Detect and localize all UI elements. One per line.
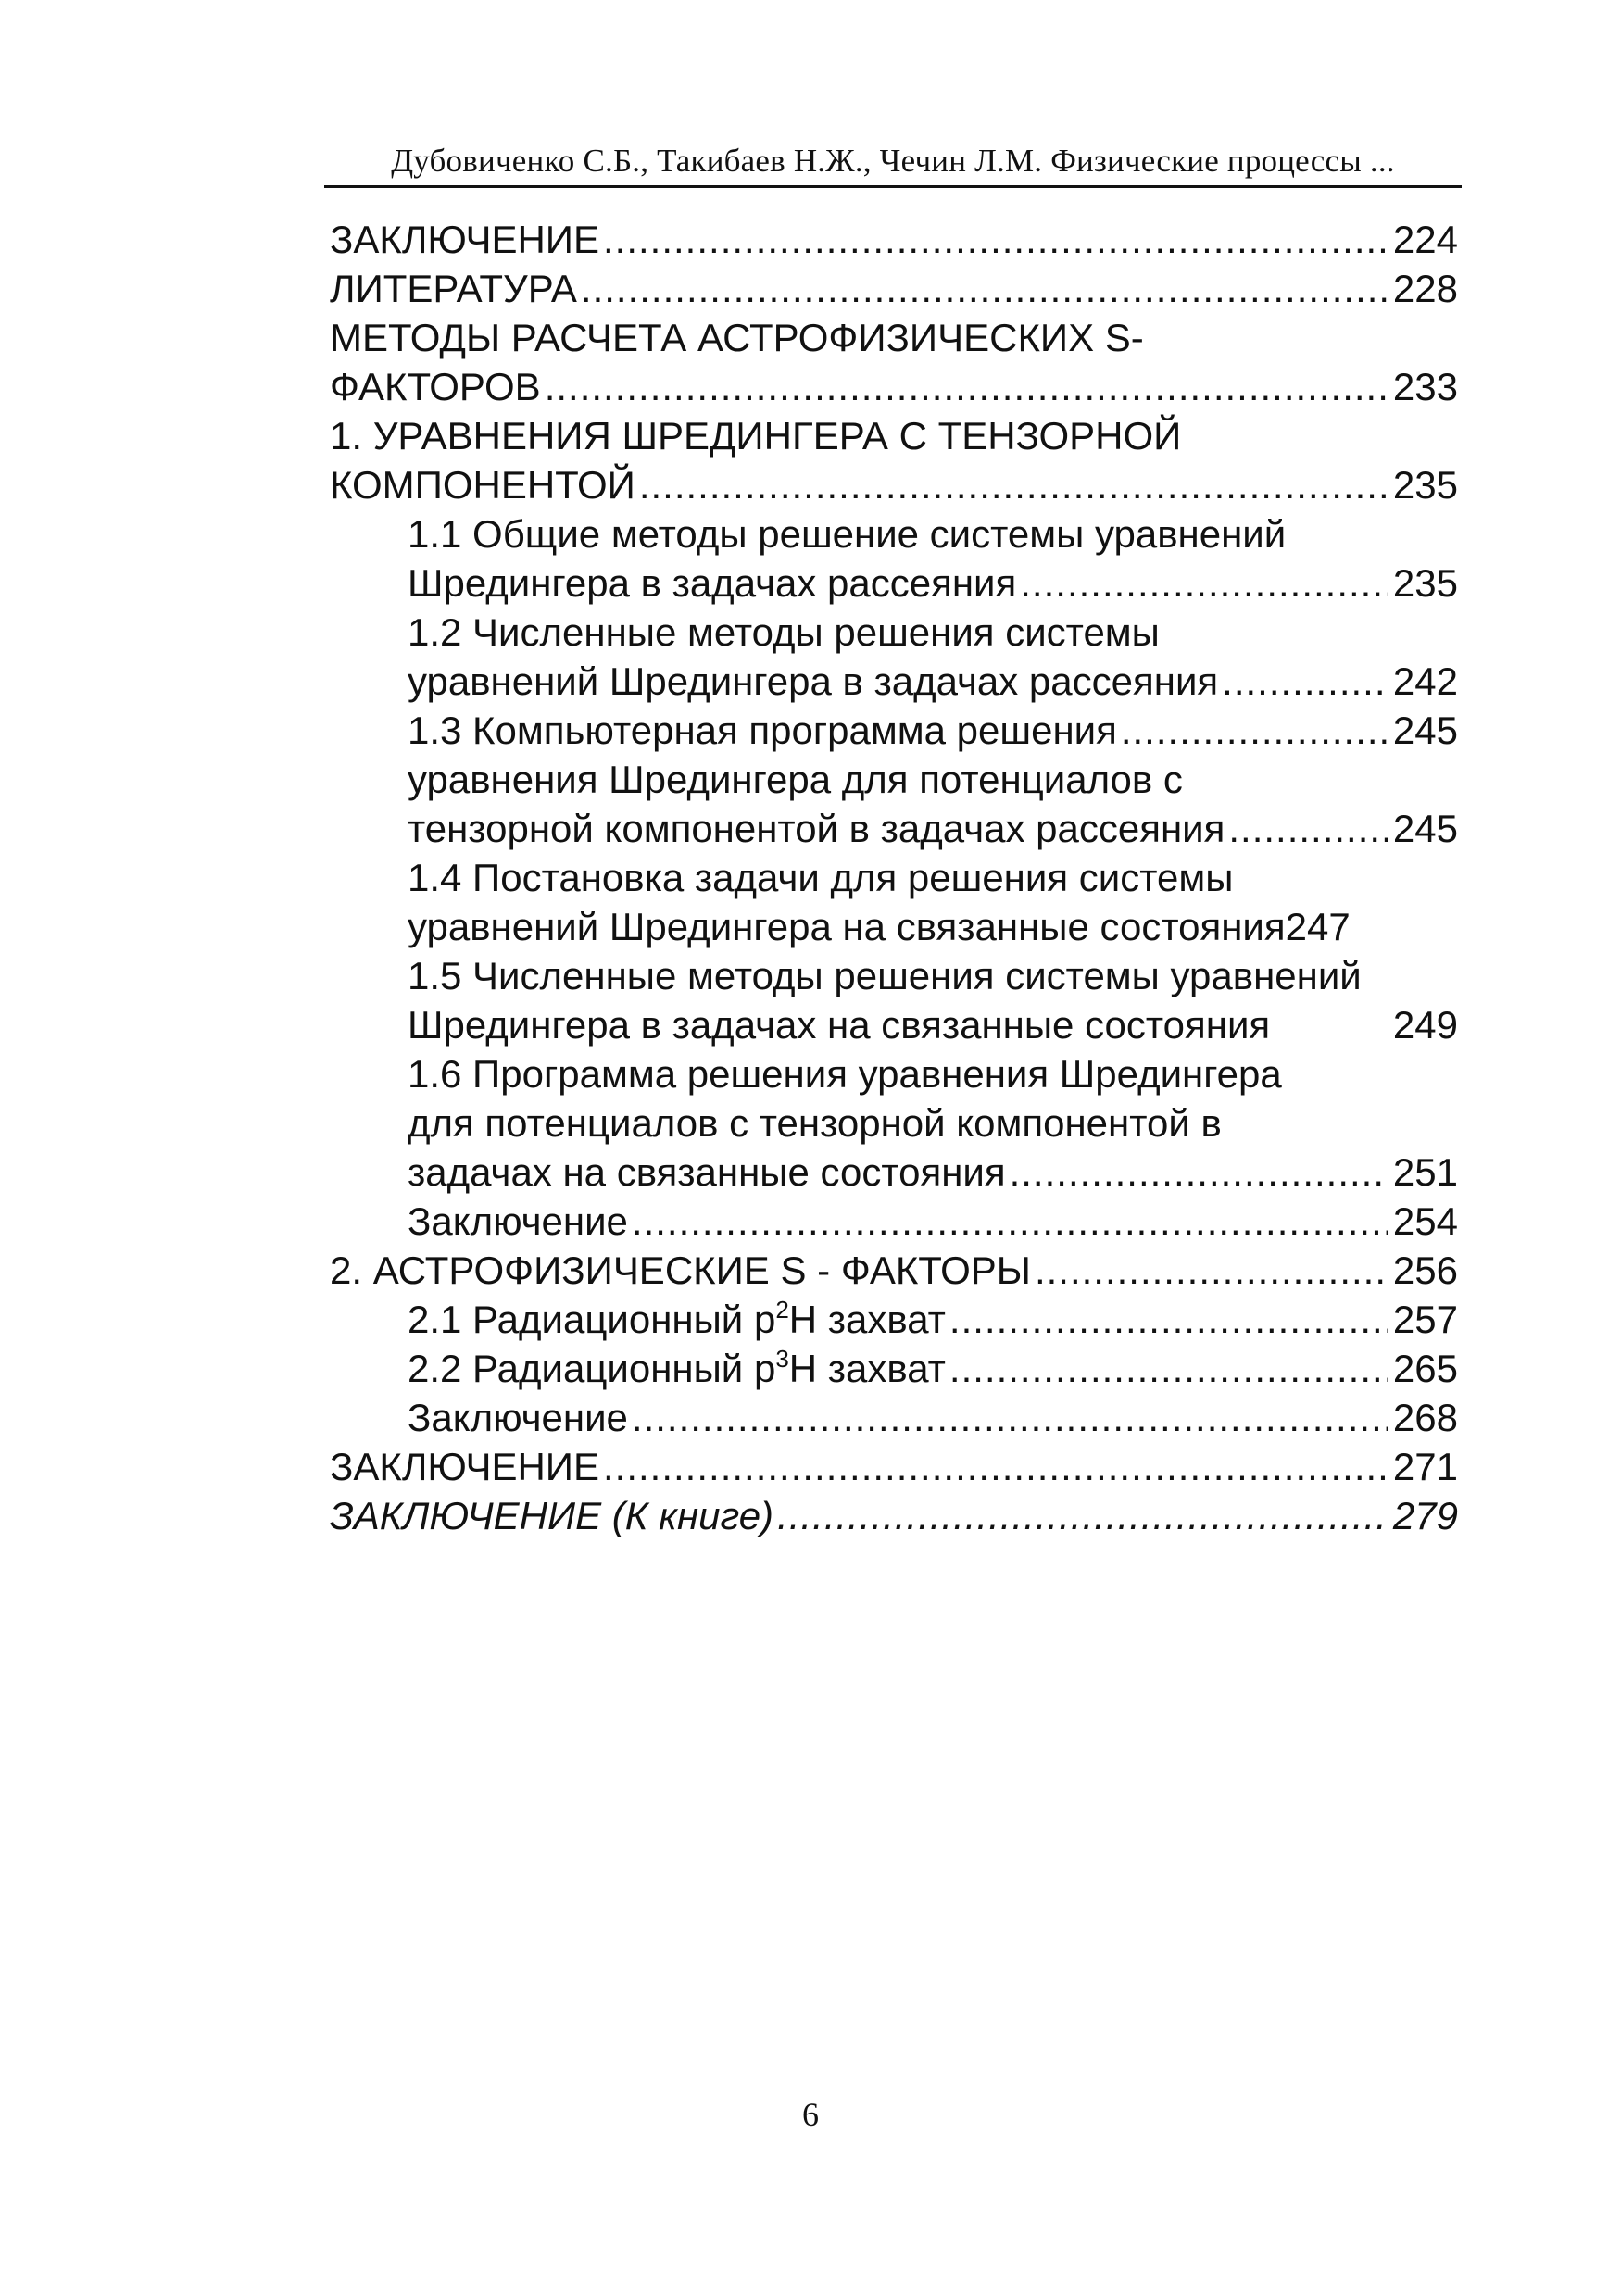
toc-entry-title: ЗАКЛЮЧЕНИЕ — [330, 1445, 599, 1488]
toc-page-number: 251 — [1392, 1150, 1458, 1194]
title-part: 2.1 Радиационный р — [408, 1298, 776, 1341]
toc-entry-title: 1.1 Общие методы решение системы уравнений — [408, 512, 1287, 556]
toc-entry-1-2-line1[interactable] — [330, 608, 1458, 657]
toc-entry-title — [408, 1344, 946, 1393]
toc-entry-1-6-line1[interactable] — [330, 1049, 1458, 1098]
toc-page-number: 224 — [1392, 218, 1458, 261]
toc-page-number: 254 — [1392, 1199, 1458, 1243]
toc-entry-literature[interactable] — [330, 264, 1458, 313]
superscript: 3 — [775, 1345, 789, 1373]
toc-entry-title: 1.3 Компьютерная программа решения — [408, 709, 1117, 752]
toc-page-number: 245 — [1392, 709, 1458, 752]
toc-entry-chapter1-line2[interactable] — [330, 460, 1458, 509]
title-part: 2.2 Радиационный р — [408, 1347, 776, 1390]
dot-leader — [1035, 1246, 1388, 1295]
dot-leader — [603, 215, 1388, 264]
toc-entry-title: уравнения Шредингера для потенциалов с — [408, 758, 1183, 801]
dot-leader — [1228, 804, 1388, 853]
toc-entry-1-5-line1[interactable] — [330, 951, 1458, 1000]
toc-page-number: 228 — [1392, 267, 1458, 310]
toc-entry-title: 2. АСТРОФИЗИЧЕСКИЕ S - ФАКТОРЫ — [330, 1248, 1031, 1292]
toc-entry-1-1-line1[interactable] — [330, 509, 1458, 558]
toc-entry-1-4-line2[interactable] — [330, 902, 1458, 951]
toc-page-number: 235 — [1392, 463, 1458, 507]
toc-page-number: 265 — [1392, 1347, 1458, 1390]
toc-entry-ch1-conclusion[interactable] — [330, 1197, 1458, 1246]
toc-entry-title: ЛИТЕРАТУРА — [330, 267, 577, 310]
dot-leader — [603, 1442, 1388, 1491]
toc-entry-1-4-line1[interactable] — [330, 853, 1458, 902]
toc-page-number: 279 — [1392, 1494, 1458, 1537]
toc-page-number: 249 — [1392, 1003, 1458, 1047]
toc-entry-title: 1.2 Численные методы решения системы — [408, 610, 1160, 654]
toc-entry-title: задачах на связанные состояния — [408, 1150, 1006, 1194]
toc-page-number: 271 — [1392, 1445, 1458, 1488]
toc-entry-title: Заключение — [408, 1199, 628, 1243]
toc-entry-methods-line1[interactable] — [330, 313, 1458, 362]
toc-entry-title — [408, 1295, 946, 1344]
toc-entry-1-6-line2[interactable] — [330, 1098, 1458, 1148]
toc-entry-title: Заключение — [408, 1396, 628, 1439]
toc-entry-title: ЗАКЛЮЧЕНИЕ (К книге) — [330, 1494, 774, 1537]
toc-entry-book-conclusion[interactable] — [330, 1491, 1458, 1540]
page-number: 6 — [802, 2096, 819, 2133]
toc-entry-title: ЗАКЛЮЧЕНИЕ — [330, 218, 599, 261]
superscript: 2 — [775, 1296, 789, 1324]
toc-entry-1-6-line3[interactable] — [330, 1148, 1458, 1197]
toc-entry-title: 1.4 Постановка задачи для решения системы — [408, 856, 1234, 899]
dot-leader — [632, 1393, 1388, 1442]
toc-page-number: 257 — [1392, 1298, 1458, 1341]
title-part: Н захват — [788, 1298, 946, 1341]
dot-leader — [949, 1295, 1388, 1344]
toc-entry-title: 1. УРАВНЕНИЯ ШРЕДИНГЕРА С ТЕНЗОРНОЙ — [330, 414, 1182, 458]
toc-entry-title: уравнений Шредингера в задачах рассеяния — [408, 659, 1219, 703]
toc-entry-title: для потенциалов с тензорной компонентой в — [408, 1101, 1222, 1145]
toc-entry-title: 1.6 Программа решения уравнения Шредингера — [408, 1052, 1282, 1096]
table-of-contents — [330, 215, 1458, 1540]
toc-entry-chapter2[interactable] — [330, 1246, 1458, 1295]
toc-page-number: 235 — [1392, 561, 1458, 605]
toc-entry-chapter1-line1[interactable] — [330, 411, 1458, 460]
dot-leader — [639, 460, 1388, 509]
toc-entry-1-2-line2[interactable] — [330, 657, 1458, 706]
toc-page-number: 242 — [1392, 659, 1458, 703]
toc-page-number: 268 — [1392, 1396, 1458, 1439]
toc-entry-title: Шредингера в задачах на связанные состояния — [408, 1003, 1271, 1047]
toc-entry-1-3-line3[interactable] — [330, 804, 1458, 853]
dot-leader — [1020, 558, 1388, 608]
dot-leader — [1010, 1148, 1388, 1197]
toc-entry-title: Шредингера в задачах рассеяния — [408, 561, 1017, 605]
toc-entry-title: 1.5 Численные методы решения системы уравнений — [408, 954, 1362, 997]
toc-entry-title: ФАКТОРОВ — [330, 365, 541, 408]
toc-entry-conclusion[interactable] — [330, 215, 1458, 264]
dot-leader — [1121, 706, 1388, 755]
dot-leader — [949, 1344, 1388, 1393]
toc-page-number: 247 — [1285, 905, 1351, 948]
dot-leader — [1222, 657, 1388, 706]
running-header: Дубовиченко С.Б., Такибаев Н.Ж., Чечин Л.М. Физические процессы ... — [391, 143, 1395, 179]
toc-page-number: 233 — [1392, 365, 1458, 408]
toc-entry-1-3-line1[interactable] — [330, 706, 1458, 755]
toc-entry-final-conclusion[interactable] — [330, 1442, 1458, 1491]
dot-leader — [581, 264, 1388, 313]
dot-leader — [545, 362, 1388, 411]
dot-leader — [632, 1197, 1388, 1246]
toc-entry-methods-line2[interactable] — [330, 362, 1458, 411]
dot-leader — [777, 1491, 1388, 1540]
toc-entry-1-1-line2[interactable] — [330, 558, 1458, 608]
toc-entry-title: МЕТОДЫ РАСЧЕТА АСТРОФИЗИЧЕСКИХ S- — [330, 316, 1144, 359]
toc-entry-2-2[interactable] — [330, 1344, 1458, 1393]
toc-page-number: 245 — [1392, 807, 1458, 850]
toc-entry-title: уравнений Шредингера на связанные состояния — [408, 905, 1286, 948]
header-rule — [324, 185, 1462, 188]
toc-entry-title: КОМПОНЕНТОЙ — [330, 463, 635, 507]
toc-entry-title: тензорной компонентой в задачах рассеяния — [408, 807, 1225, 850]
toc-page-number: 256 — [1392, 1248, 1458, 1292]
toc-entry-ch2-conclusion[interactable] — [330, 1393, 1458, 1442]
title-part: Н захват — [788, 1347, 946, 1390]
toc-entry-1-5-line2[interactable] — [330, 1000, 1458, 1049]
toc-entry-2-1[interactable] — [330, 1295, 1458, 1344]
toc-entry-1-3-line2[interactable] — [330, 755, 1458, 804]
